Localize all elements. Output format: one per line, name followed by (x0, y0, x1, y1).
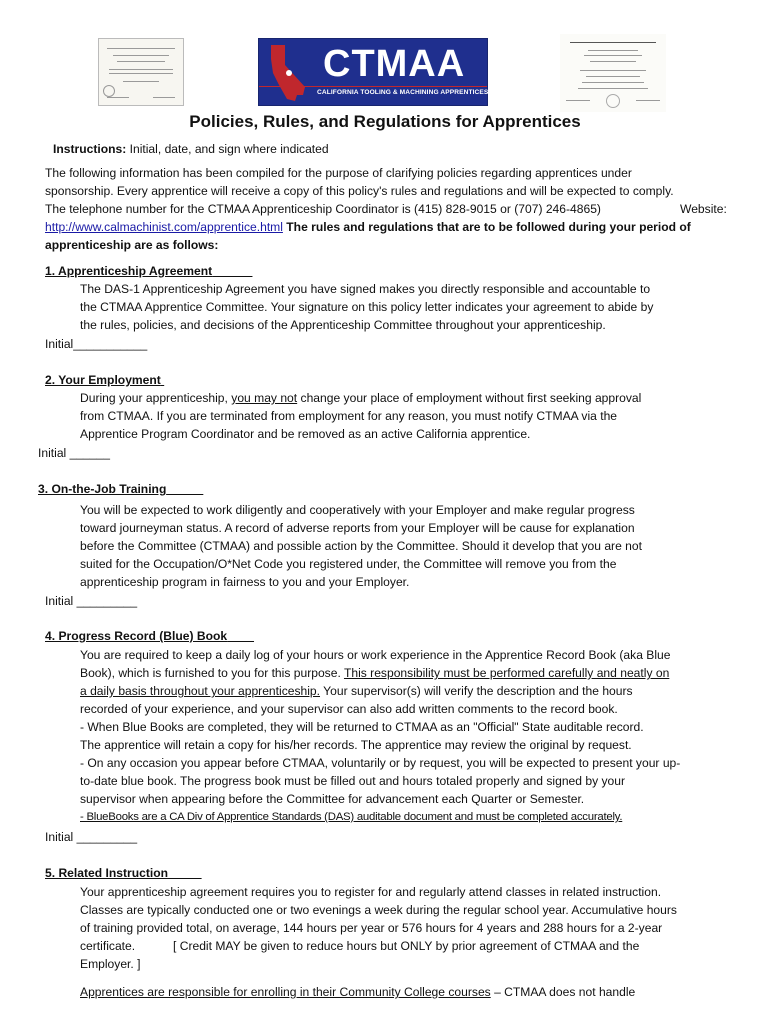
instructions (53, 140, 329, 158)
apprentice-website-link[interactable]: http://www.calmachinist.com/apprentice.html (45, 220, 283, 234)
intro-phone-text: The telephone number for the CTMAA Apprenticeship Coordinator is (415) 828-9015 or (707) 246-4865) (45, 202, 601, 216)
section-text: - BlueBooks are a CA Div of Apprentice Standards (DAS) auditable document and must be completed accurately. (80, 811, 623, 823)
section-text: The DAS-1 Apprenticeship Agreement you have signed makes you directly responsible and accountable to (80, 282, 651, 296)
section-text: You will be expected to work diligently and cooperatively with your Employer and make regular progress (80, 503, 635, 517)
section-text: Book), which is furnished to you for this purpose. This responsibility must be performed carefully and neatly on (80, 666, 670, 680)
intro-line: sponsorship. Every apprentice will receive a copy of this policy's rules and regulations and will be expected to comply. (45, 184, 674, 198)
section-text: of training provided total, on average, 144 hours per year or 576 hours for 4 years and 288 hours for a 2-year (80, 921, 663, 935)
seal-icon (103, 85, 115, 97)
section-text: The apprentice will retain a copy for his/her records. The apprentice may review the original by request. (80, 738, 632, 752)
section-text: You are required to keep a daily log of your hours or work experience in the Apprentice Record Book (aka Blue (80, 648, 671, 662)
intro-line (45, 218, 691, 236)
section-text: Apprentices are responsible for enrolling in their Community College courses – CTMAA does not handle (80, 985, 636, 999)
initial-field[interactable]: Initial _________ (45, 594, 138, 608)
section-text: - When Blue Books are completed, they will be returned to CTMAA as an "Official" State auditable record. (80, 720, 644, 734)
logo-divider (259, 86, 487, 87)
section-text: - On any occasion you appear before CTMAA, voluntarily or by request, you will be expected to present your up- (80, 756, 681, 770)
section-text: a daily basis throughout your apprenticeship. Your supervisor(s) will verify the description and the hours (80, 684, 633, 698)
section-heading-progress-record-book: 4. Progress Record (Blue) Book (45, 629, 228, 643)
section-text: toward journeyman status. A record of adverse reports from your Employer will be cause for explanation (80, 521, 635, 535)
section-heading-related-instruction: 5. Related Instruction (45, 866, 168, 880)
section-text: apprenticeship program in fairness to you and your Employer. (80, 575, 410, 589)
ctmaa-logo (258, 38, 548, 106)
seal-icon (606, 94, 620, 108)
initial-field[interactable]: Initial _________ (45, 830, 138, 844)
document-header (0, 34, 770, 114)
section-text: Your apprenticeship agreement requires you to register for and regularly attend classes in related instruction. (80, 885, 662, 899)
intro-line: apprenticeship are as follows: (45, 238, 219, 252)
section-text: to-date blue book. The progress book must be filled out and hours totaled properly and signed by your (80, 774, 626, 788)
certificate-image-right (560, 34, 666, 112)
logo-text: CTMAA (323, 43, 466, 85)
section-text: before the Committee (CTMAA) and possible action by the Committee. Should it develop that you are not (80, 539, 642, 553)
logo-subtitle: CALIFORNIA TOOLING & MACHINING APPRENTICESHIP ASSOCIATION (317, 89, 548, 96)
intro-line (45, 200, 601, 218)
initial-field[interactable]: Initial ______ (38, 446, 110, 460)
section-text: [ Credit MAY be given to reduce hours but ONLY by prior agreement of CTMAA and the (173, 939, 640, 953)
section-heading-on-the-job-training: 3. On-the-Job Training (38, 482, 167, 496)
section-text: Apprentice Program Coordinator and be removed as an active California apprentice. (80, 427, 531, 441)
intro-bold-text: The rules and regulations that are to be followed during your period of (282, 220, 691, 234)
california-state-icon (267, 43, 311, 103)
website-label: Website: (680, 202, 727, 216)
section-text: Classes are typically conducted one or two evenings a week during the regular school year. Accumulative hours (80, 903, 677, 917)
section-text: supervisor when appearing before the Committee for advancement each Quarter or Semester. (80, 792, 585, 806)
section-heading-apprenticeship-agreement: 1. Apprenticeship Agreement (45, 264, 213, 278)
section-text: suited for the Occupation/O*Net Code you registered under, the Committee will remove you from the (80, 557, 617, 571)
section-text: certificate. (80, 939, 136, 953)
certificate-image-left (98, 38, 184, 106)
initial-field[interactable]: Initial___________ (45, 337, 148, 351)
section-heading-your-employment: 2. Your Employment (45, 373, 161, 387)
section-text: recorded of your experience, and your supervisor can also add written comments to the record book. (80, 702, 618, 716)
intro-line: The following information has been compiled for the purpose of clarifying policies regarding apprentices under (45, 166, 632, 180)
section-text: During your apprenticeship, you may not change your place of employment without first seeking approval (80, 391, 642, 405)
section-text: the rules, policies, and decisions of the Apprenticeship Committee throughout your apprenticeship. (80, 318, 606, 332)
section-text: from CTMAA. If you are terminated from employment for any reason, you must notify CTMAA via the (80, 409, 618, 423)
section-text: the CTMAA Apprentice Committee. Your signature on this policy letter indicates your agreement to abide by (80, 300, 654, 314)
instructions-label: Instructions: (53, 142, 127, 156)
page-title: Policies, Rules, and Regulations for Apprentices (189, 112, 581, 131)
instructions-text: Initial, date, and sign where indicated (126, 142, 329, 156)
section-text: Employer. ] (80, 957, 141, 971)
